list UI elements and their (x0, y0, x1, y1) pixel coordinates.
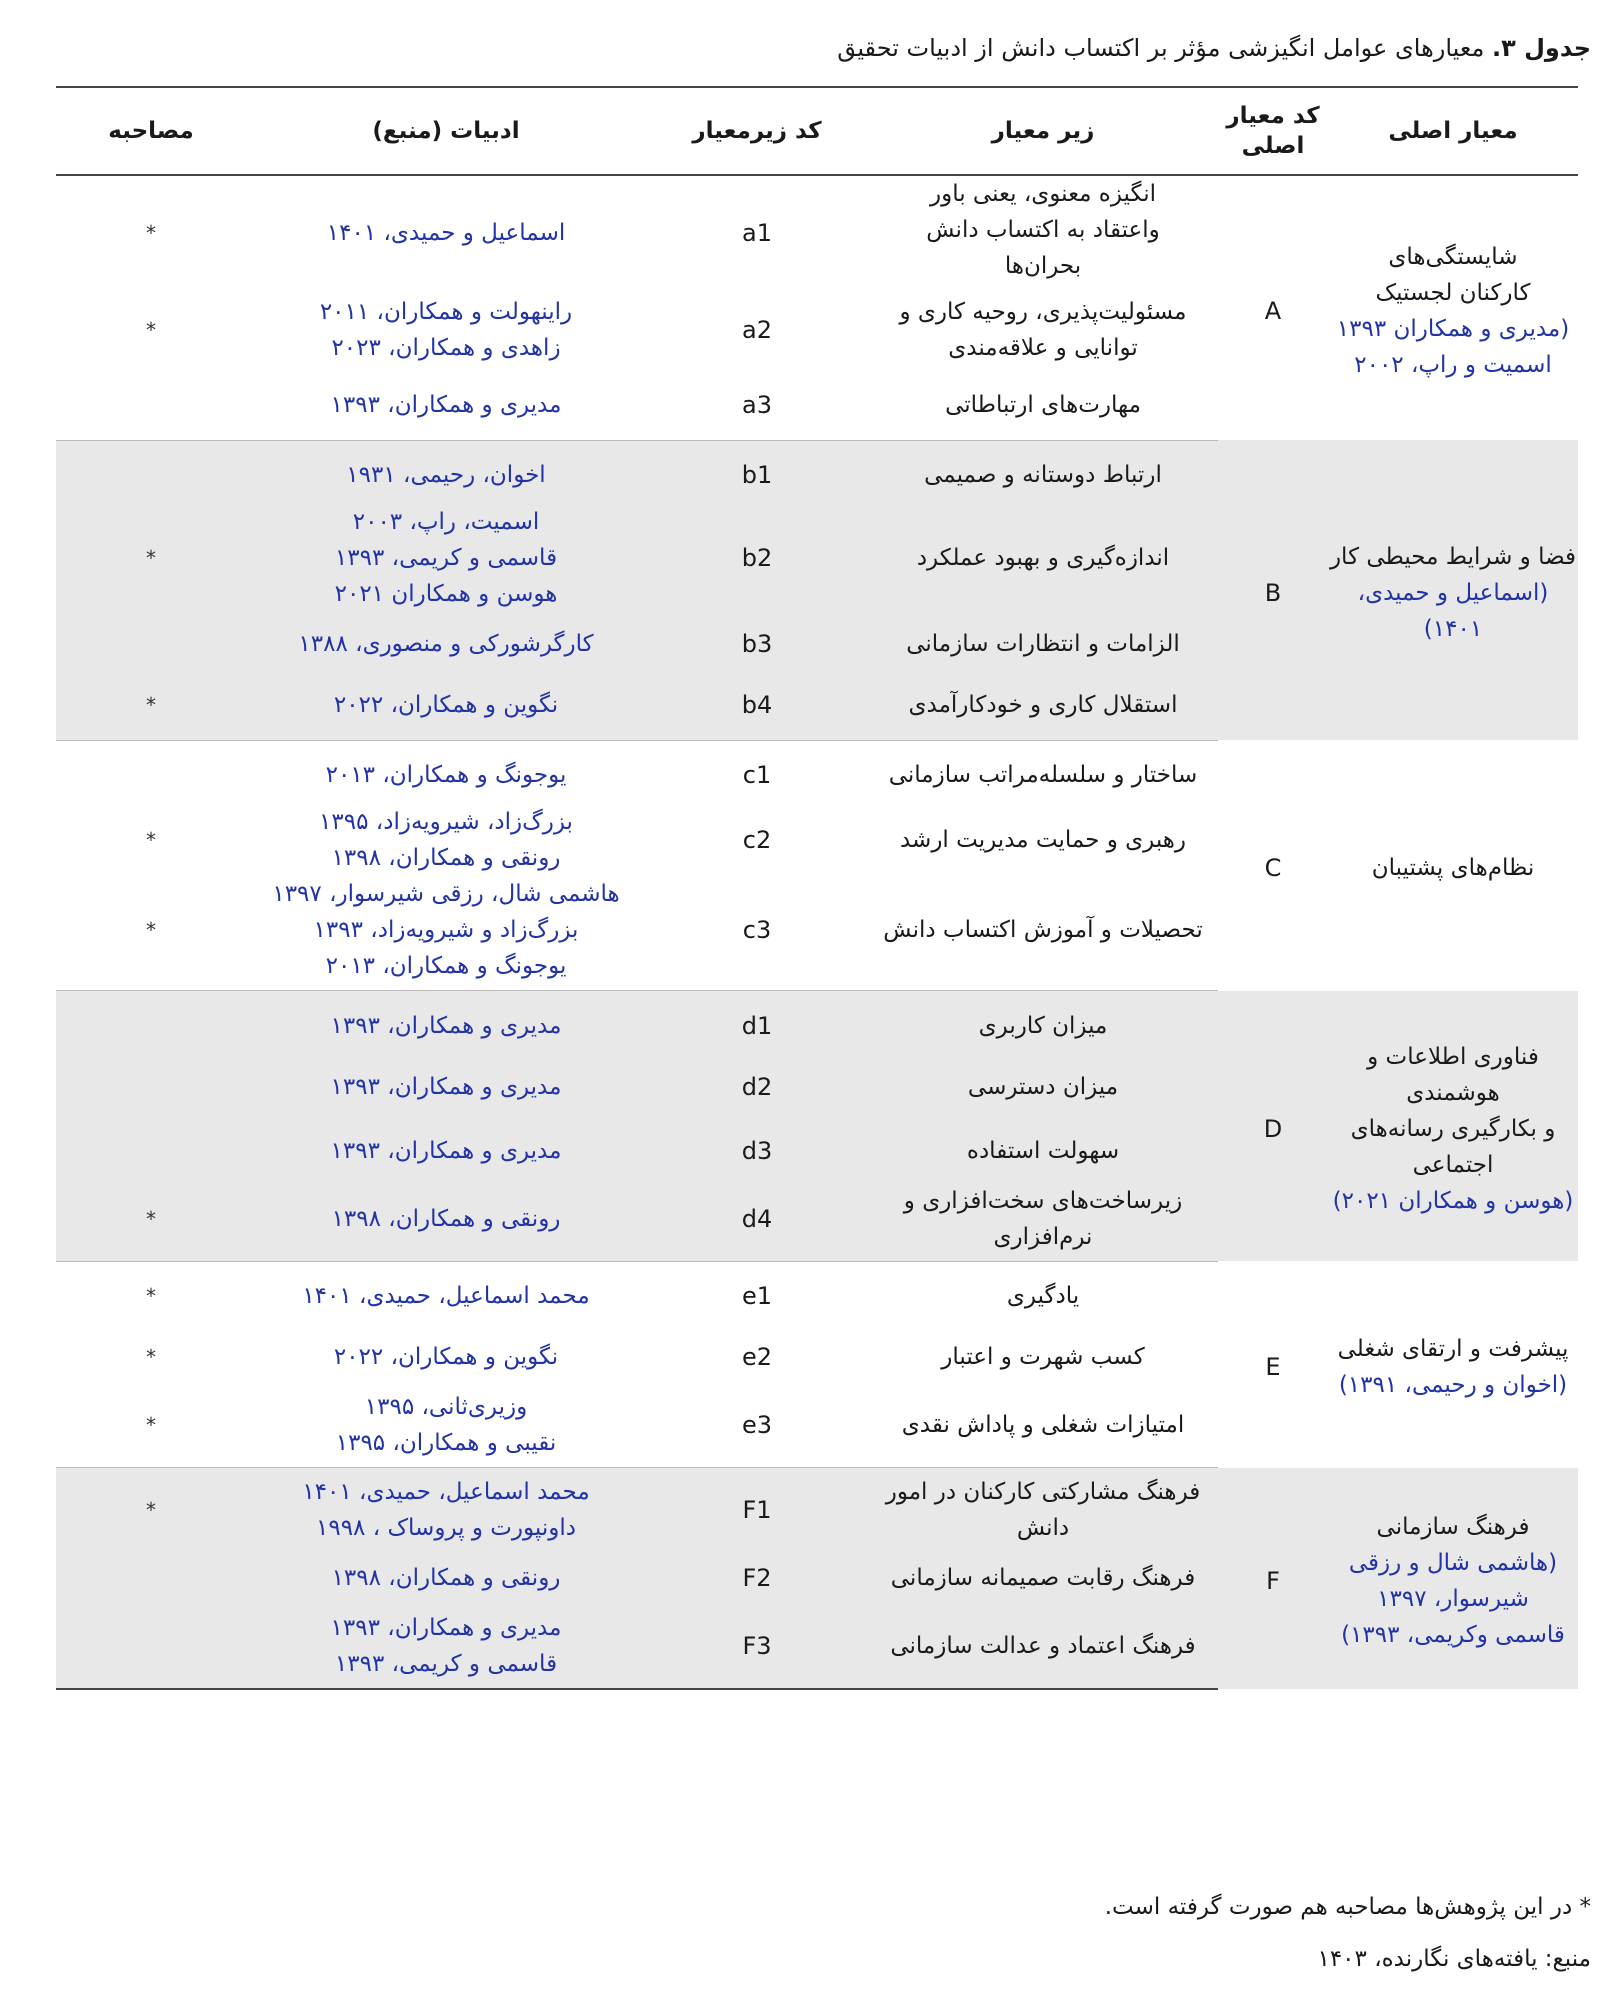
interview-marker: * (146, 318, 156, 342)
footnote: * در این پژوهش‌ها مصاحبه هم صورت گرفته است. (1104, 1894, 1591, 1920)
sub-criterion-code: c3 (646, 876, 868, 991)
source-cell (246, 376, 646, 440)
source-reference: وزیری‌ثانی، ۱۳۹۵ (364, 1394, 528, 1420)
sub-criterion-name: سهولت استفاده (868, 1119, 1218, 1183)
source-reference: هوسن و همکاران ۲۰۲۱ (334, 581, 558, 607)
source-reference: مدیری و همکاران، ۱۳۹۳ (330, 1137, 562, 1164)
criterion-group (56, 1468, 1578, 1690)
source-reference: زاهدی و همکاران، ۲۰۲۳ (331, 335, 561, 361)
interview-marker: * (56, 1183, 246, 1262)
sub-criterion-code: a3 (646, 376, 868, 440)
sub-criterion-code: b3 (646, 612, 868, 676)
table-row (56, 440, 1578, 504)
interview-marker (56, 1055, 246, 1119)
interview-marker: * (146, 1345, 156, 1369)
interview-marker: * (56, 504, 246, 612)
header-sub-criterion: زیر معیار (868, 87, 1218, 175)
criterion-group (56, 991, 1578, 1262)
source-cell (246, 740, 646, 804)
main-criterion-title: نظام‌های پشتیبان (1371, 855, 1535, 882)
sub-criterion-code: b1 (646, 440, 868, 504)
source-reference: مدیری و همکاران، ۱۳۹۳ (330, 391, 562, 418)
main-criterion-cell (1328, 1261, 1578, 1468)
sub-criterion-code: a1 (742, 219, 772, 247)
sub-criterion-name: یادگیری (1006, 1283, 1080, 1310)
interview-marker: * (56, 1468, 246, 1547)
main-criterion-title: شایستگی‌های (1388, 244, 1518, 270)
main-criterion-title: فضا و شرایط محیطی کار (1329, 544, 1577, 570)
main-criterion-code: B (1218, 440, 1328, 740)
sub-criterion-name: زیرساخت‌های سخت‌افزاری و نرم‌افزاری (868, 1183, 1218, 1262)
source-cell (246, 1183, 646, 1262)
sub-criterion-name: میزان کاربری (868, 991, 1218, 1055)
source-cell (246, 1119, 646, 1183)
source-cell (246, 1389, 646, 1468)
main-criterion-title: کارکنان لجستیک (1375, 280, 1531, 306)
main-criterion-title: فناوری اطلاعات و هوشمندی (1367, 1043, 1539, 1106)
interview-marker: * (56, 676, 246, 740)
interview-marker (56, 440, 246, 504)
interview-marker: * (146, 828, 156, 852)
source-reference: مدیری و همکاران، ۱۳۹۳ (330, 1615, 562, 1641)
source-reference: نگوین و همکاران، ۲۰۲۲ (333, 1344, 559, 1370)
sub-criterion-name: ساختار و سلسله‌مراتب سازمانی (888, 762, 1198, 789)
source-cell (246, 991, 646, 1055)
main-criterion-reference: قاسمی وکریمی، ۱۳۹۳) (1341, 1622, 1565, 1649)
sub-criterion-code: F1 (646, 1468, 868, 1547)
main-criterion-cell (1328, 440, 1578, 740)
sub-criterion-code: d1 (646, 991, 868, 1055)
sub-criterion-name: تحصیلات و آموزش اکتساب دانش (868, 876, 1218, 991)
sub-criterion-code: c2 (742, 826, 772, 854)
sub-criterion-name: انگیزه معنوی، یعنی باور واعتقاد به اکتساب دانش بحران‌ها (926, 181, 1160, 279)
table-caption (60, 30, 1591, 66)
sub-criterion-code: b4 (646, 676, 868, 740)
source-reference: محمد اسماعیل، حمیدی، ۱۴۰۱ (302, 1479, 590, 1505)
source-reference: داونپورت و پروساک ، ۱۹۹۸ (316, 1515, 576, 1541)
interview-marker (56, 1119, 246, 1183)
sub-criterion-name: مهارت‌های ارتباطاتی (868, 376, 1218, 440)
main-criterion-reference: (اخوان و رحیمی، ۱۳۹۱) (1338, 1372, 1568, 1399)
source-reference: نقیبی و همکاران، ۱۳۹۵ (335, 1430, 557, 1456)
source-reference: راینهولت و همکاران، ۲۰۱۱ (319, 299, 573, 325)
sub-criterion-name: فرهنگ اعتماد و عدالت سازمانی (868, 1610, 1218, 1689)
main-criterion-reference: شیرسوار، ۱۳۹۷ (1377, 1586, 1529, 1613)
main-criterion-cell (1328, 1468, 1578, 1690)
interview-marker (56, 376, 246, 440)
criterion-group (56, 1261, 1578, 1468)
sub-criterion-code: a2 (742, 316, 772, 344)
main-criterion-cell (1328, 740, 1578, 991)
source-reference: رونقی و همکاران، ۱۳۹۸ (331, 1565, 561, 1591)
source-reference: قاسمی و کریمی، ۱۳۹۳ (334, 1651, 558, 1677)
sub-criterion-code: c1 (742, 761, 772, 790)
interview-marker (56, 1610, 246, 1689)
interview-marker: * (56, 1389, 246, 1468)
sub-criterion-name: امتیازات شغلی و پاداش نقدی (868, 1389, 1218, 1468)
source-cell (246, 1261, 646, 1325)
main-criterion-reference: (هاشمی شال و رزقی (1348, 1550, 1558, 1577)
sub-criterion-code: b2 (646, 504, 868, 612)
main-criterion-title: و بکارگیری رسانه‌های اجتماعی (1350, 1115, 1556, 1178)
table-row (56, 1261, 1578, 1325)
source-cell (246, 876, 646, 991)
table-row (56, 1468, 1578, 1547)
source-cell (246, 504, 646, 612)
sub-criterion-name: کسب شهرت و اعتبار (941, 1344, 1145, 1370)
sub-criterion-code: d3 (646, 1119, 868, 1183)
caption-label: جدول ۳. (1491, 34, 1591, 62)
main-criterion-code: F (1218, 1468, 1328, 1690)
source-reference: بزرگ‌زاد، شیرویه‌زاد، ۱۳۹۵ (319, 809, 573, 835)
source-note: منبع: یافته‌های نگارنده، ۱۴۰۳ (1317, 1946, 1591, 1972)
source-cell (246, 440, 646, 504)
main-criterion-title: فرهنگ سازمانی (1376, 1514, 1530, 1541)
main-criterion-title: پیشرفت و ارتقای شغلی (1337, 1336, 1569, 1363)
source-reference: یوجونگ و همکاران، ۲۰۱۳ (325, 762, 567, 789)
header-main-code: کد معیار اصلی (1218, 87, 1328, 175)
main-criterion-cell (1328, 991, 1578, 1262)
source-reference: رونقی و همکاران، ۱۳۹۸ (331, 845, 561, 871)
header-source: ادبیات (منبع) (246, 87, 646, 175)
interview-marker: * (56, 876, 246, 991)
source-reference: اسماعیل و حمیدی، ۱۴۰۱ (326, 220, 566, 246)
sub-criterion-name: استقلال کاری و خودکارآمدی (868, 676, 1218, 740)
header-sub-code: کد زیرمعیار (646, 87, 868, 175)
interview-marker (56, 612, 246, 676)
sub-criterion-code: e3 (646, 1389, 868, 1468)
header-main-criterion: معیار اصلی (1328, 87, 1578, 175)
criterion-group (56, 175, 1578, 440)
source-reference: محمد اسماعیل، حمیدی، ۱۴۰۱ (302, 1283, 590, 1310)
source-cell (246, 676, 646, 740)
sub-criterion-code: d4 (646, 1183, 868, 1262)
table-header (56, 87, 1578, 175)
source-cell (246, 175, 646, 284)
main-criterion-code: C (1264, 854, 1282, 883)
source-reference: رونقی و همکاران، ۱۳۹۸ (331, 1205, 561, 1232)
sub-criterion-code: F3 (646, 1610, 868, 1689)
interview-marker (56, 1546, 246, 1610)
sub-criterion-code: d2 (646, 1055, 868, 1119)
sub-criterion-name: ارتباط دوستانه و صمیمی (868, 440, 1218, 504)
main-criterion-reference: (اسماعیل و حمیدی، ۱۴۰۱) (1357, 580, 1549, 642)
source-reference: بزرگ‌زاد و شیرویه‌زاد، ۱۳۹۳ (313, 917, 579, 943)
source-cell (246, 1325, 646, 1389)
sub-criterion-name: الزامات و انتظارات سازمانی (868, 612, 1218, 676)
source-reference: کارگرشورکی و منصوری، ۱۳۸۸ (298, 631, 594, 657)
sub-criterion-code: e1 (741, 1282, 773, 1311)
sub-criterion-name: مسئولیت‌پذیری، روحیه کاری و توانایی و علاقه‌مندی (899, 299, 1187, 361)
criteria-table (56, 86, 1578, 1690)
criterion-group (56, 440, 1578, 740)
main-criterion-code: A (1264, 297, 1282, 325)
source-cell (246, 612, 646, 676)
sub-criterion-name: اندازه‌گیری و بهبود عملکرد (868, 504, 1218, 612)
source-reference: نگوین و همکاران، ۲۰۲۲ (333, 691, 559, 718)
criterion-group (56, 740, 1578, 991)
sub-criterion-name: فرهنگ رقابت صمیمانه سازمانی (868, 1546, 1218, 1610)
main-criterion-cell (1328, 175, 1578, 440)
source-reference: قاسمی و کریمی، ۱۳۹۳ (334, 545, 558, 571)
interview-marker (56, 991, 246, 1055)
interview-marker: * (146, 1284, 156, 1309)
sub-criterion-code: F2 (646, 1546, 868, 1610)
source-cell (246, 284, 646, 376)
sub-criterion-name: فرهنگ مشارکتی کارکنان در امور دانش (868, 1468, 1218, 1547)
sub-criterion-name: رهبری و حمایت مدیریت ارشد (899, 827, 1187, 853)
source-reference: مدیری و همکاران، ۱۳۹۳ (330, 1073, 562, 1100)
sub-criterion-name: میزان دسترسی (868, 1055, 1218, 1119)
source-reference: یوجونگ و همکاران، ۲۰۱۳ (325, 953, 567, 979)
source-cell (246, 1546, 646, 1610)
interview-marker (56, 740, 246, 804)
main-criterion-reference: (مدیری و همکاران ۱۳۹۳ (1336, 316, 1570, 342)
source-reference: هاشمی شال، رزقی شیرسوار، ۱۳۹۷ (272, 881, 620, 907)
source-reference: اسمیت، راپ، ۲۰۰۳ (352, 509, 540, 535)
caption-text: معیارهای عوامل انگیزشی مؤثر بر اکتساب دانش از ادبیات تحقیق (837, 34, 1485, 62)
main-criterion-reference: (هوسن و همکاران ۲۰۲۱) (1332, 1187, 1574, 1214)
source-reference: اخوان، رحیمی، ۱۹۳۱ (346, 462, 546, 489)
source-cell (246, 1610, 646, 1689)
table-row (56, 175, 1578, 284)
main-criterion-reference: اسمیت و راپ، ۲۰۰۲ (1354, 352, 1552, 378)
source-cell (246, 804, 646, 876)
table-row (56, 991, 1578, 1055)
main-criterion-code: E (1265, 1353, 1281, 1382)
source-cell (246, 1055, 646, 1119)
source-reference: مدیری و همکاران، ۱۳۹۳ (330, 1012, 562, 1039)
main-criterion-code: D (1218, 991, 1328, 1262)
interview-marker: * (146, 221, 156, 245)
header-interview: مصاحبه (56, 87, 246, 175)
sub-criterion-code: e2 (741, 1343, 773, 1371)
source-cell (246, 1468, 646, 1547)
table-row (56, 740, 1578, 804)
